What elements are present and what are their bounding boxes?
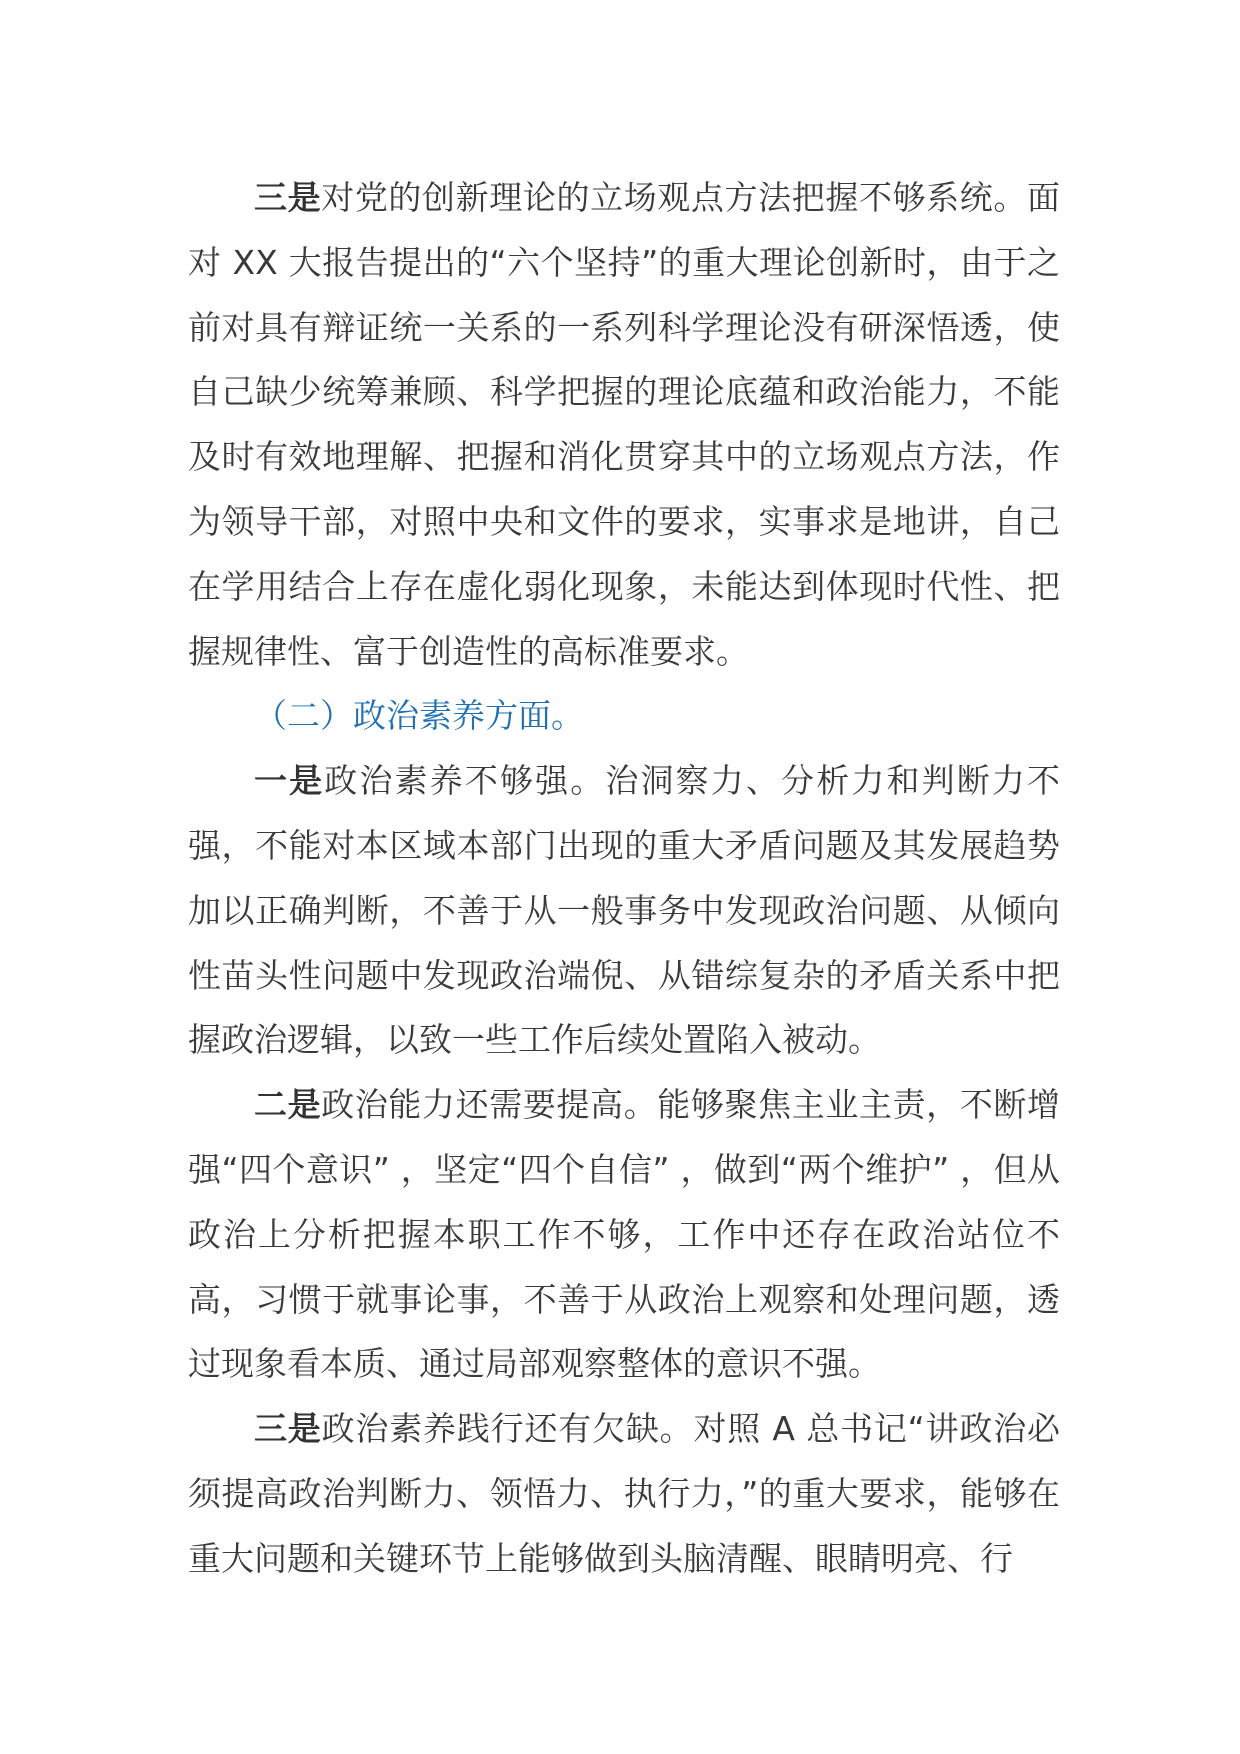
section-heading: （二）政治素养方面。 — [254, 696, 584, 736]
paragraph-lead: 一是 — [254, 761, 325, 801]
paragraph-lead: 三是 — [254, 178, 322, 217]
paragraph-lead: 二是 — [254, 1085, 322, 1125]
paragraph-theory-grasp — [188, 166, 1060, 684]
paragraph-text: 政治素养践行还有欠缺。对照 A 总书记“讲政治必须提高政治判断力、领悟力、执行力，”的重大要求，能够在重大问题和关键环节上能够做到头脑清醒、眼睛明亮、行 — [188, 1409, 1061, 1578]
paragraph-text: 对党的创新理论的立场观点方法把握不够系统。面对 XX 大报告提出的“六个坚持”的重大理论创新时，由于之前对具有辩证统一关系的一系列科学理论没有研深悟透，使自己缺少统筹兼顾、科学把握的理论底蕴和政治能力，不能及时有效地理解、把握和消化贯穿其中的立场观点方法，作为领导干部，对照中央和文件的要求，实事求是地讲，自己在学用结合上存在虚化弱化现象，未能达到体现时代性、把握规律性、富于创造性的高标准要求。 — [188, 178, 1061, 671]
document-body — [188, 166, 1060, 1592]
paragraph-text: 政治能力还需要提高。能够聚焦主业主责，不断增强“四个意识” ，坚定“四个自信” ，做到“两个维护” ，但从政治上分析把握本职工作不够，工作中还存在政治站位不高，习惯于就事论事，不善于从政治上观察和处理问题，透过现象看本质、通过局部观察整体的意识不强。 — [188, 1085, 1061, 1384]
paragraph-political-ability — [188, 1073, 1060, 1397]
paragraph-text: 政治素养不够强。治洞察力、分析力和判断力不强，不能对本区域本部门出现的重大矛盾问题及其发展趋势加以正确判断，不善于从一般事务中发现政治问题、从倾向性苗头性问题中发现政治端倪、从错综复杂的矛盾关系中把握政治逻辑，以致一些工作后续处置陷入被动。 — [188, 761, 1061, 1060]
paragraph-political-practice — [188, 1397, 1060, 1591]
paragraph-political-quality — [188, 749, 1060, 1073]
paragraph-lead: 三是 — [254, 1409, 322, 1449]
